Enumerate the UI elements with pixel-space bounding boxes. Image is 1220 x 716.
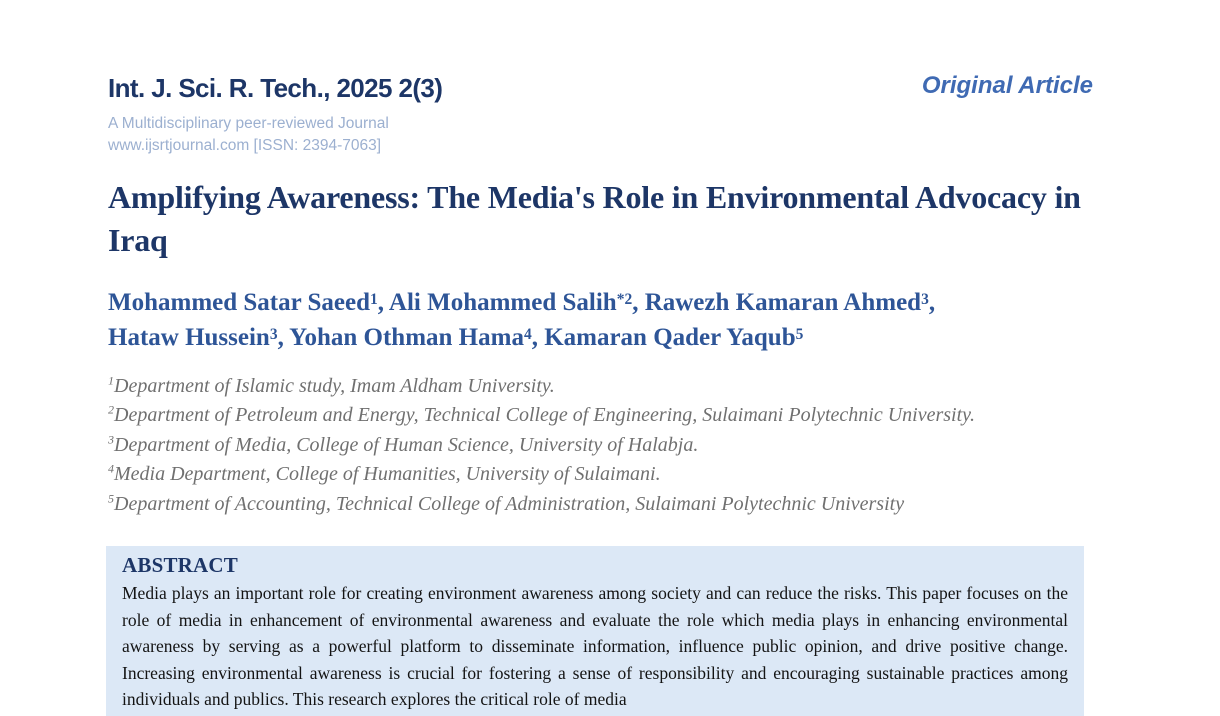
affiliation-marker: 5	[108, 490, 114, 505]
author-name: Hataw Hussein	[108, 323, 270, 351]
affiliation-marker: 1	[108, 373, 114, 388]
author-marker: 3	[921, 291, 929, 308]
author-name: Yohan Othman Hama	[289, 323, 524, 351]
abstract-heading: ABSTRACT	[122, 553, 238, 577]
author-name: Ali Mohammed Salih	[388, 288, 617, 316]
affiliation-marker: 3	[108, 432, 114, 447]
affiliation-line	[108, 431, 1128, 460]
journal-name: Int. J. Sci. R. Tech., 2025 2(3)	[108, 73, 443, 103]
author-line: Hataw Hussein$^3$, Yohan Othman Hama$^4$, Kamaran Qader Yaqub$^5$	[108, 323, 804, 351]
affiliation-marker: 4	[108, 461, 114, 476]
author-marker: 1	[370, 291, 378, 308]
journal-header	[108, 72, 442, 157]
author-marker: 4	[523, 325, 532, 343]
author-name: Mohammed Satar Saeed	[108, 288, 371, 316]
affiliation-text: Department of Petroleum and Energy, Technical College of Engineering, Sulaimani Polytechnic University.	[114, 404, 975, 427]
page-title: Amplifying Awareness: The Media's Role in Environmental Advocacy in Iraq	[108, 179, 1081, 258]
author-marker: 3	[269, 325, 278, 343]
affiliation-line	[108, 372, 1128, 401]
author-line: Mohammed Satar Saeed$^1$, Ali Mohammed Salih$^{*2}$, Rawezh Kamaran Ahmed$^3$,	[108, 288, 936, 316]
author-marker: 5	[795, 325, 804, 343]
journal-url[interactable]: www.ijsrtjournal.com [ISSN: 2394-7063]	[108, 137, 382, 154]
affiliation-line	[108, 490, 1128, 519]
journal-subtitle: A Multidisciplinary peer-reviewed Journal	[108, 115, 389, 132]
author-name: Kamaran Qader Yaqub	[544, 323, 796, 351]
affiliations	[108, 372, 1128, 519]
affiliation-text: Department of Islamic study, Imam Aldham University.	[114, 375, 555, 397]
affiliation-marker: 2	[108, 402, 114, 417]
affiliation-text: Department of Media, College of Human Science, University of Halabja.	[114, 433, 699, 456]
article-type-label: Original Article	[921, 72, 1093, 99]
affiliation-line	[108, 460, 1128, 489]
authors	[108, 284, 1168, 354]
author-name: Rawezh Kamaran Ahmed	[644, 288, 922, 316]
affiliation-text: Media Department, College of Humanities, University of Sulaimani.	[114, 463, 661, 486]
author-marker: *2	[616, 291, 633, 308]
affiliation-text: Department of Accounting, Technical College of Administration, Sulaimani Polytechnic University	[114, 492, 905, 515]
abstract-panel	[106, 546, 1084, 716]
abstract-text: Media plays an important role for creating environment awareness among society and can reduce the risks. This paper focuses on the role of media in enhancement of environmental awareness and evaluate the role which media plays in enhancing environmental awareness by serving as a powerful platform to disseminate information, influence public opinion, and drive positive change. Increasing environmental awareness is crucial for fostering a sense of responsibility and encouraging sustainable practices among individuals and publics. This research explores the critical role of media	[122, 583, 1068, 709]
affiliation-line	[108, 401, 1128, 430]
